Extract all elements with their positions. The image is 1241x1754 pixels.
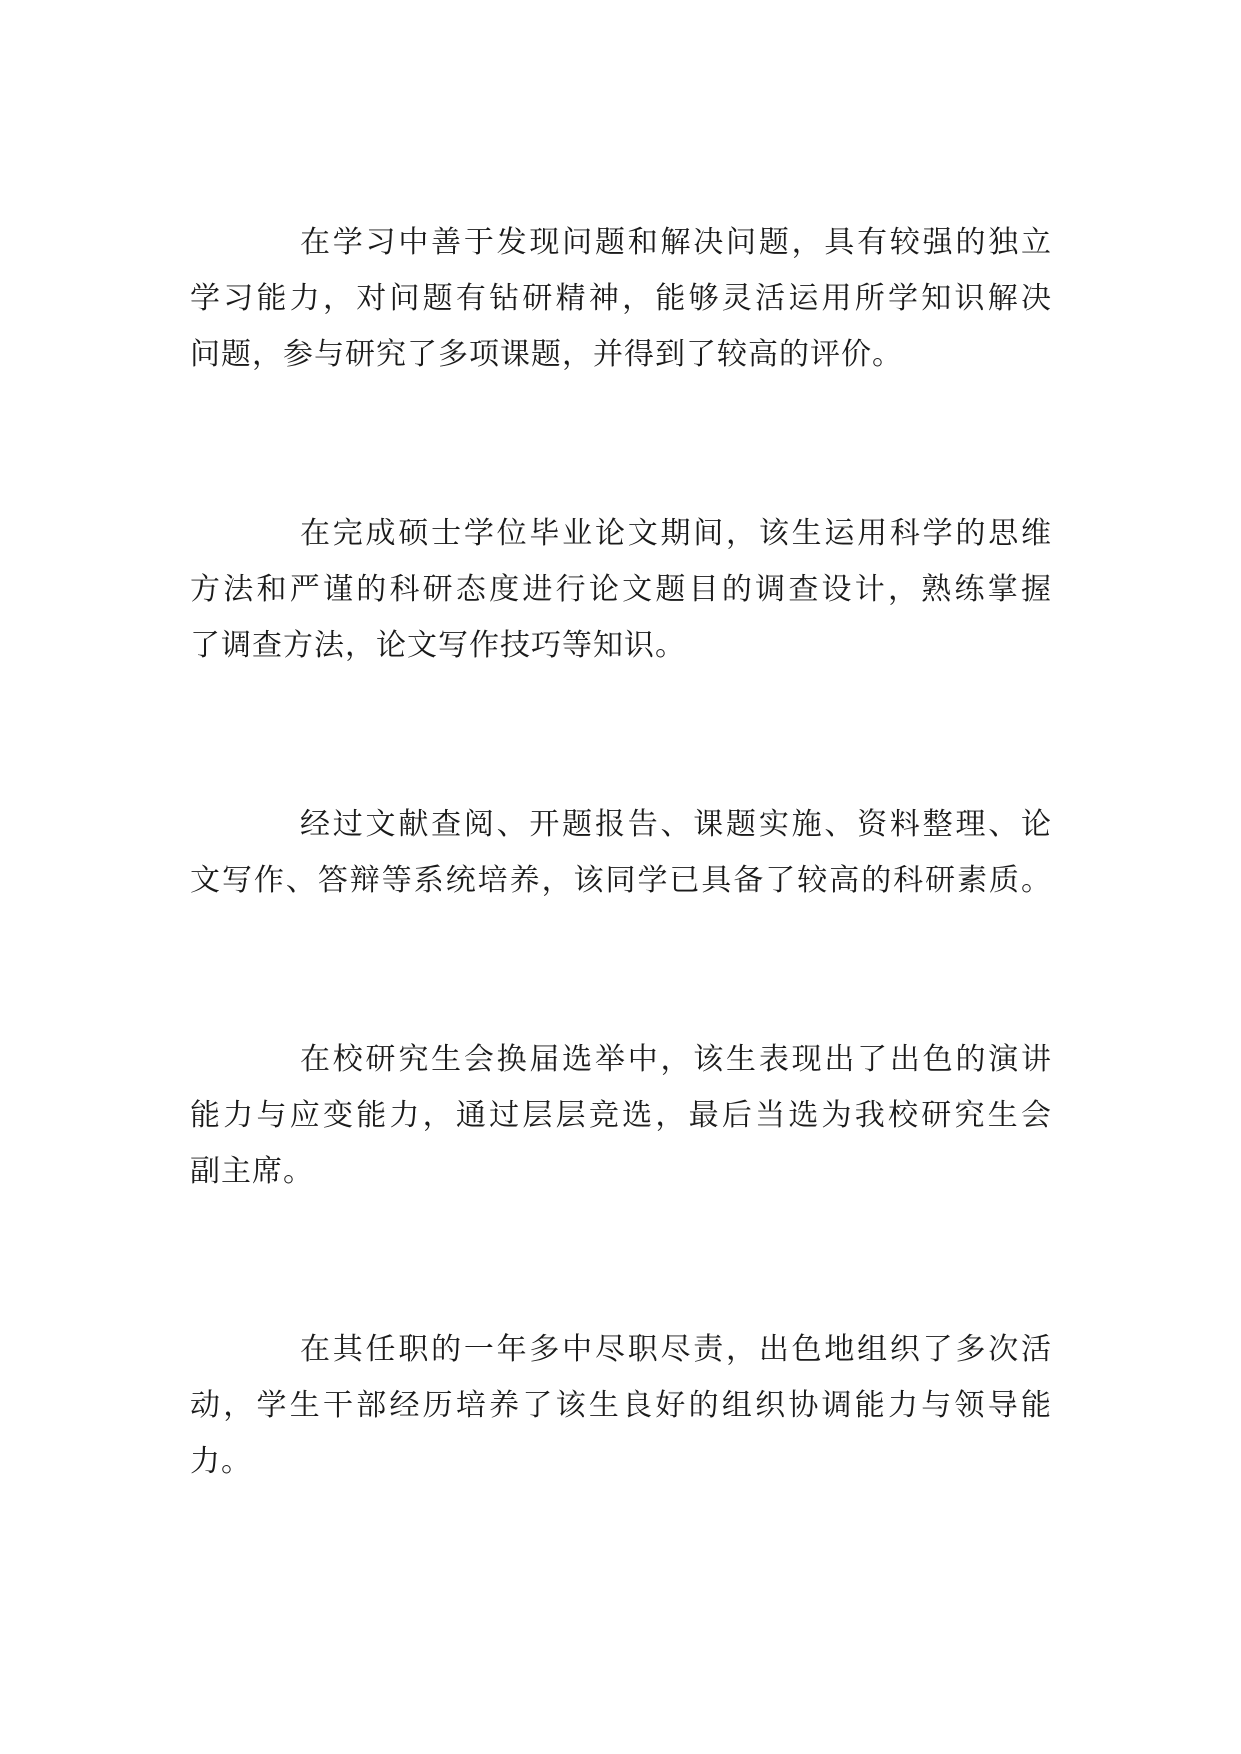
paragraph-line: 学习能力，对问题有钻研精神，能够灵活运用所学知识解决 bbox=[190, 281, 1052, 316]
paragraph-line: 问题，参与研究了多项课题，并得到了较高的评价。 bbox=[190, 337, 903, 372]
paragraph-line: 能力与应变能力，通过层层竞选，最后当选为我校研究生会 bbox=[190, 1098, 1052, 1133]
paragraph-line: 动，学生干部经历培养了该生良好的组织协调能力与领导能 bbox=[190, 1388, 1052, 1423]
paragraph-line: 在学习中善于发现问题和解决问题，具有较强的独立 bbox=[300, 225, 1052, 260]
paragraph-line: 经过文献查阅、开题报告、课题实施、资料整理、论 bbox=[300, 807, 1052, 842]
paragraph-line: 副主席。 bbox=[190, 1154, 314, 1189]
paragraph-line: 在其任职的一年多中尽职尽责，出色地组织了多次活 bbox=[300, 1332, 1052, 1367]
paragraph-line: 文写作、答辩等系统培养，该同学已具备了较高的科研素质。 bbox=[190, 863, 1052, 898]
paragraph-line: 了调查方法，论文写作技巧等知识。 bbox=[190, 628, 686, 663]
paragraph-line: 方法和严谨的科研态度进行论文题目的调查设计，熟练掌握 bbox=[190, 572, 1052, 607]
paragraph-line: 在完成硕士学位毕业论文期间，该生运用科学的思维 bbox=[300, 516, 1052, 551]
paragraph-line: 在校研究生会换届选举中，该生表现出了出色的演讲 bbox=[300, 1042, 1052, 1077]
paragraph-line: 力。 bbox=[190, 1444, 252, 1479]
